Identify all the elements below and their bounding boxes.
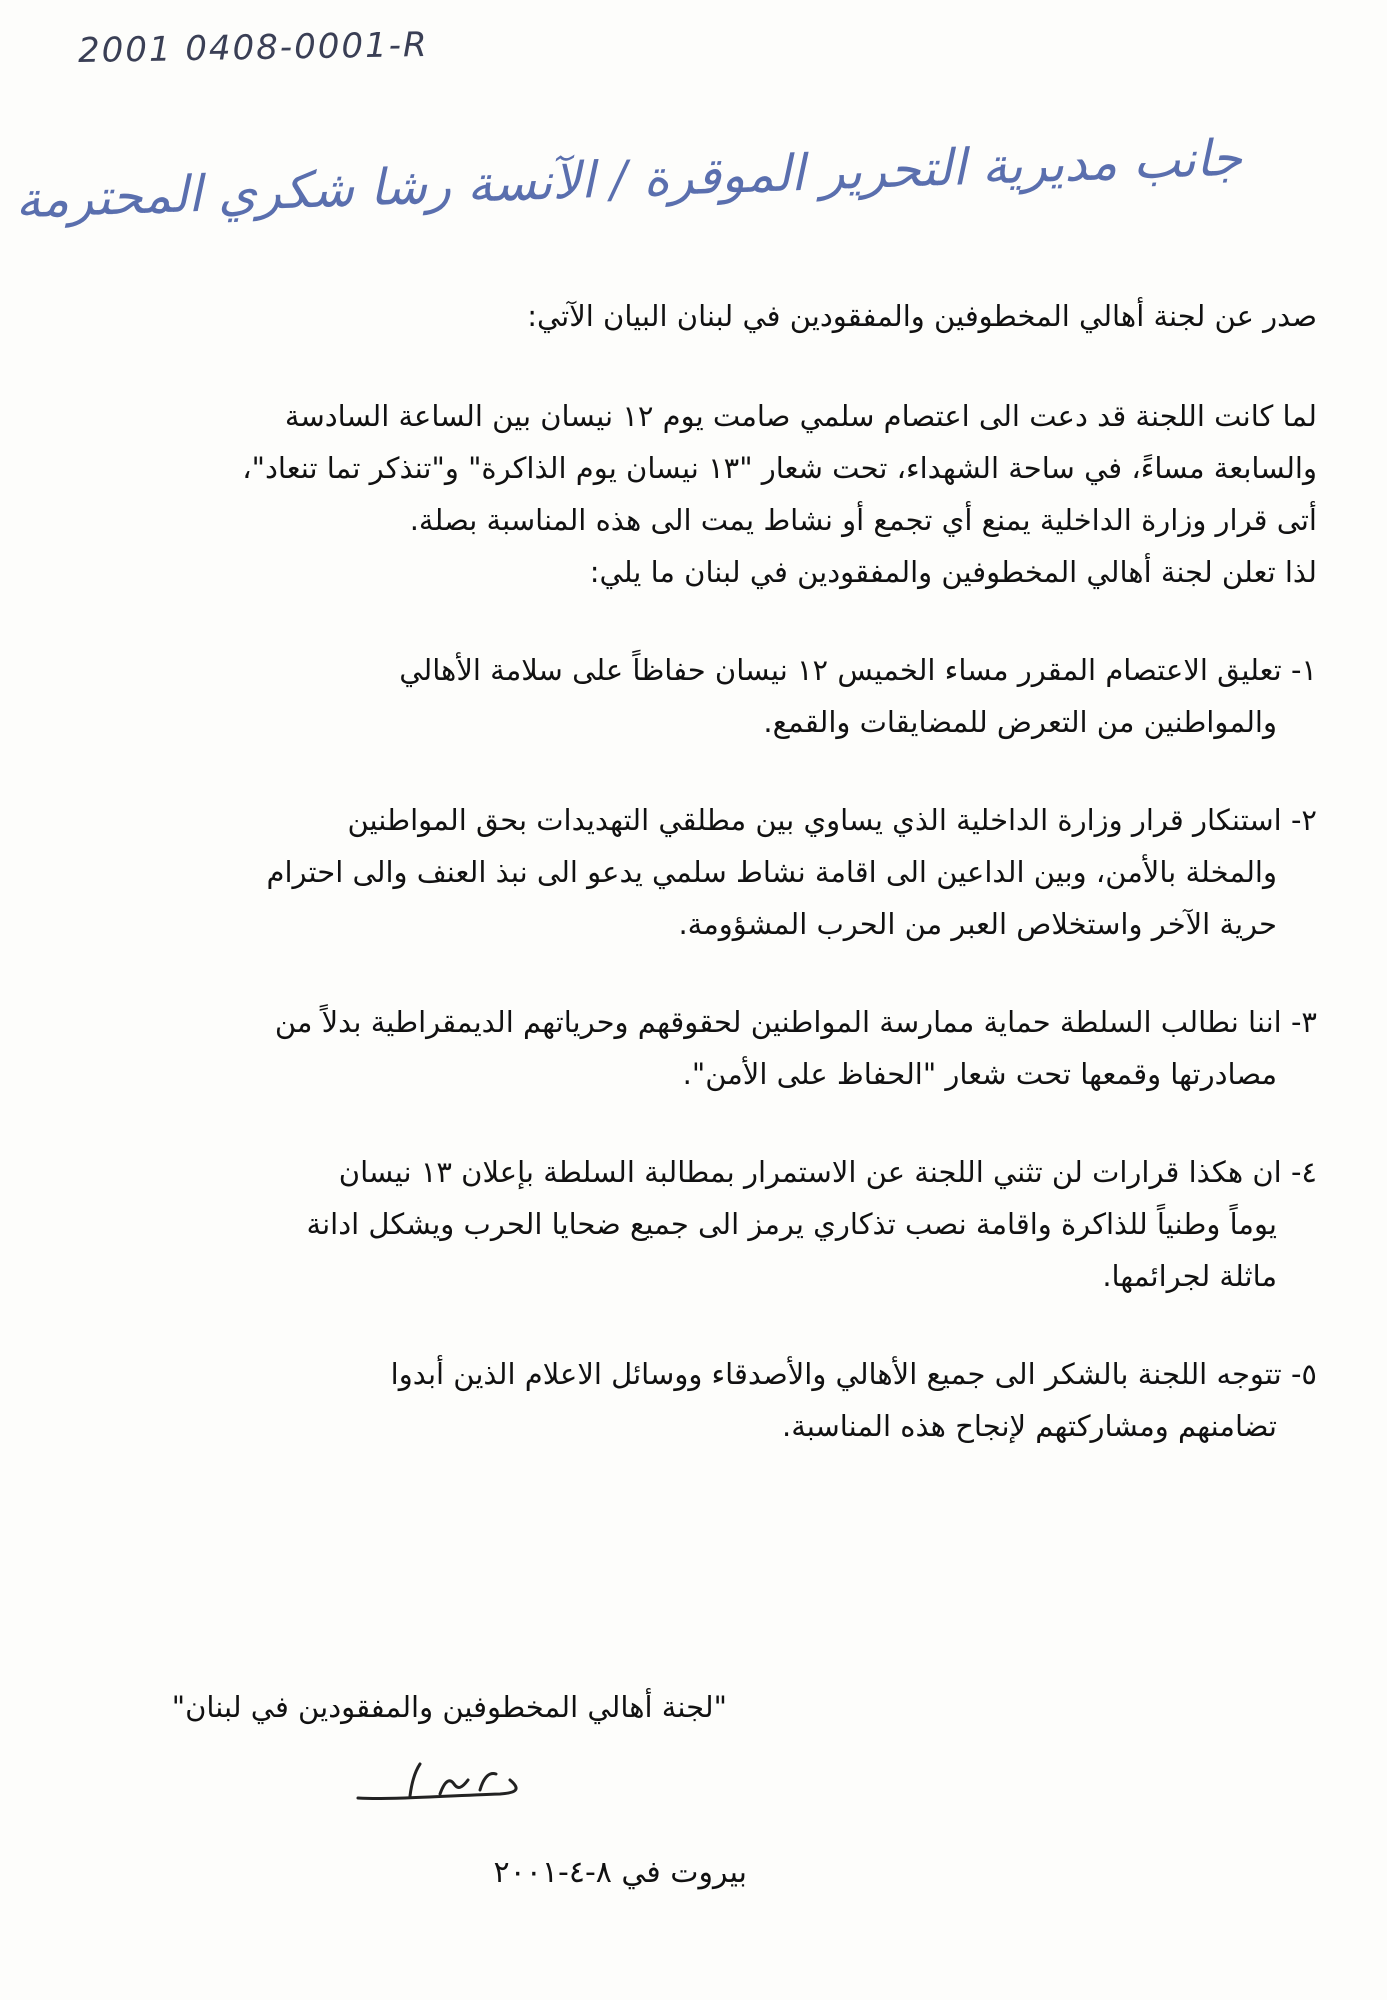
committee-closing: "لجنة أهالي المخطوفين والمفقودين في لبنان" <box>171 1690 727 1724</box>
intro-line: صدر عن لجنة أهالي المخطوفين والمفقودين في لبنان البيان الآتي: <box>527 299 1317 333</box>
item-line: ٤- ان هكذا قرارات لن تثني اللجنة عن الاستمرار بمطالبة السلطة بإعلان ١٣ نيسان <box>338 1155 1317 1189</box>
document-id-stamp: 2001 0408-0001-R <box>77 24 429 72</box>
signature <box>350 1750 550 1824</box>
paragraph-line: والسابعة مساءً، في ساحة الشهداء، تحت شعار "١٣ نيسان يوم الذاكرة" و"تنذكر تما تنعاد"، <box>242 451 1317 485</box>
paragraph-line: لذا تعلن لجنة أهالي المخطوفين والمفقودين في لبنان ما يلي: <box>589 555 1317 589</box>
item-line: ١- تعليق الاعتصام المقرر مساء الخميس ١٢ نيسان حفاظاً على سلامة الأهالي <box>399 653 1317 687</box>
item-line: ماثلة لجرائمها. <box>1102 1259 1277 1293</box>
item-line: يوماً وطنياً للذاكرة واقامة نصب تذكاري يرمز الى جميع ضحايا الحرب ويشكل ادانة <box>306 1207 1277 1241</box>
item-line: ٥- تتوجه اللجنة بالشكر الى جميع الأهالي والأصدقاء ووسائل الاعلام الذين أبدوا <box>390 1357 1317 1391</box>
item-line: مصادرتها وقمعها تحت شعار "الحفاظ على الأمن". <box>682 1057 1277 1091</box>
list-item-5 <box>150 1348 1317 1452</box>
item-line: حرية الآخر واستخلاص العبر من الحرب المشؤومة. <box>678 907 1277 941</box>
list-item-4 <box>150 1146 1317 1302</box>
item-line: والمواطنين من التعرض للمضايقات والقمع. <box>763 705 1277 739</box>
paragraph-line: لما كانت اللجنة قد دعت الى اعتصام سلمي صامت يوم ١٢ نيسان بين الساعة السادسة <box>284 399 1317 433</box>
paragraph-line: أتى قرار وزارة الداخلية يمنع أي تجمع أو نشاط يمت الى هذه المناسبة بصلة. <box>409 503 1317 537</box>
opening-paragraph <box>150 390 1317 598</box>
statement-body <box>150 290 1317 1452</box>
handwritten-note: جانب مديرية التحرير الموقرة / الآنسة رشا شكري المحترمة <box>14 128 1243 230</box>
place-date: بيروت في ٨-٤-٢٠٠١ <box>493 1855 747 1890</box>
list-item-2 <box>150 794 1317 950</box>
signature-mark <box>350 1750 550 1820</box>
item-line: ٣- اننا نطالب السلطة حماية ممارسة المواطنين لحقوقهم وحرياتهم الديمقراطية بدلاً من <box>274 1005 1317 1039</box>
item-line: ٢- استنكار قرار وزارة الداخلية الذي يساوي بين مطلقي التهديدات بحق المواطنين <box>347 803 1317 837</box>
list-item-3 <box>150 996 1317 1100</box>
item-line: والمخلة بالأمن، وبين الداعين الى اقامة نشاط سلمي يدعو الى نبذ العنف والى احترام <box>266 855 1277 889</box>
item-line: تضامنهم ومشاركتهم لإنجاح هذه المناسبة. <box>781 1409 1277 1443</box>
list-item-1 <box>150 644 1317 748</box>
